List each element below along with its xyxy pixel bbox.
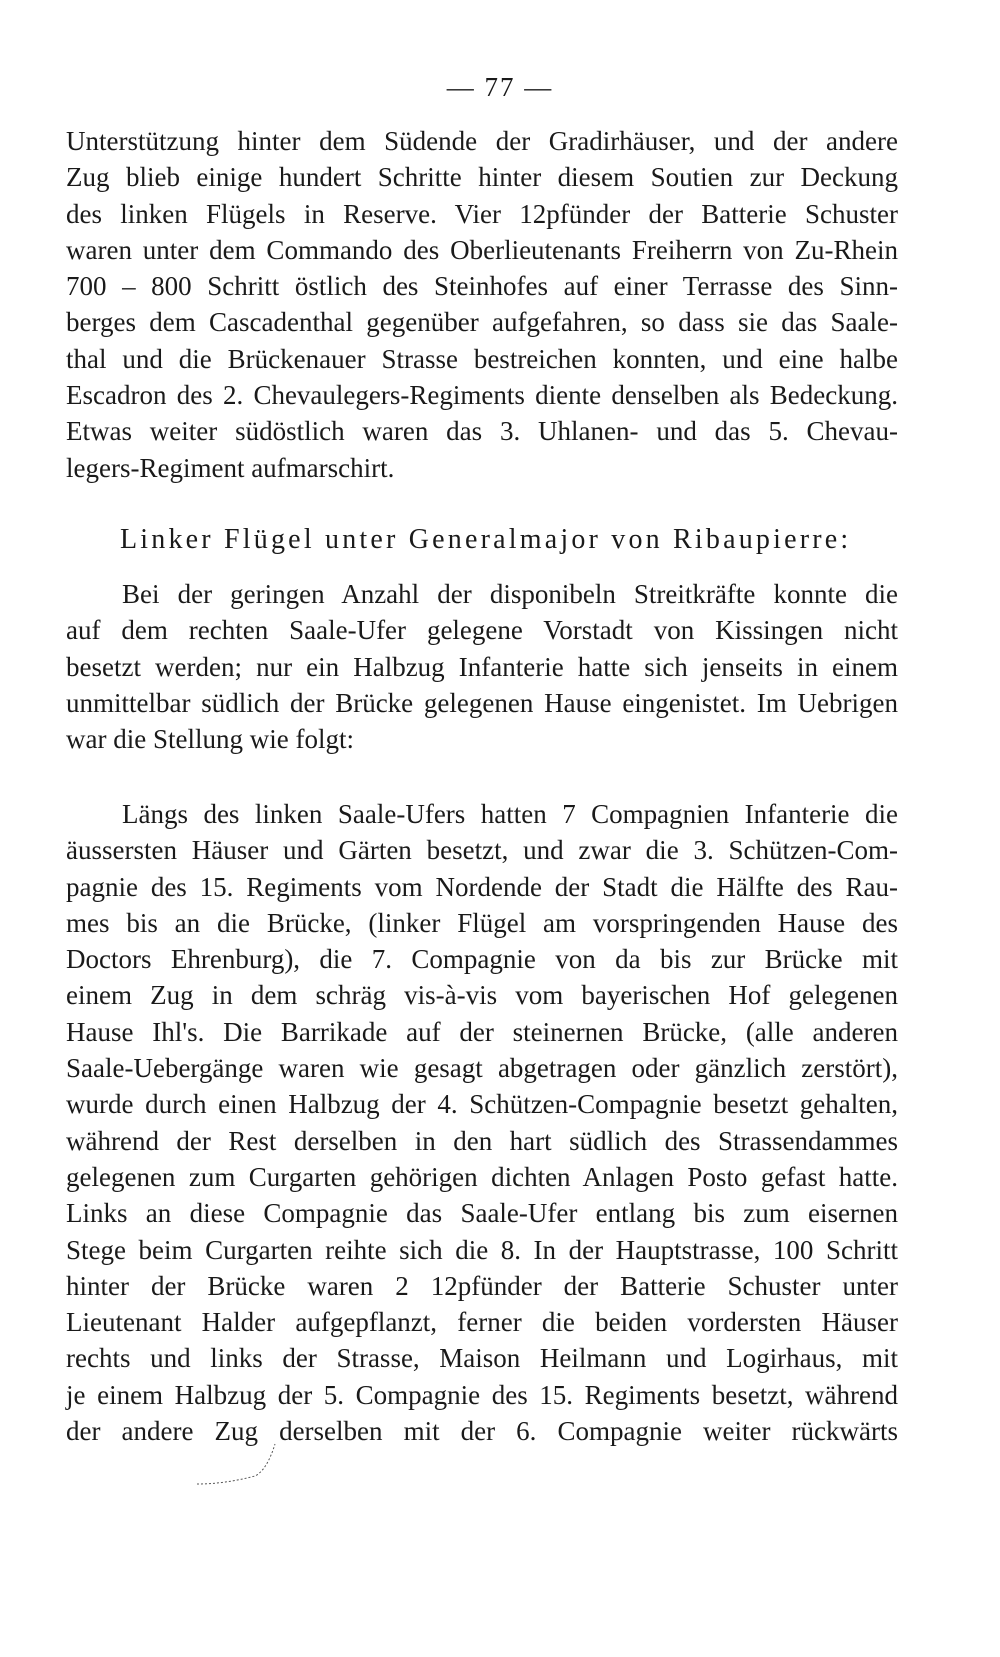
section-heading: Linker Flügel unter Generalmajor von Ribaupierre: <box>120 524 852 555</box>
text-line: auf dem rechten Saale-Ufer gelegene Vorstadt von Kissingen nicht <box>66 615 898 646</box>
text-line: wurde durch einen Halbzug der 4. Schützen-Compagnie besetzt gehalten, <box>66 1089 898 1120</box>
text-line: je einem Halbzug der 5. Compagnie des 15. Regiments besetzt, während <box>66 1379 898 1410</box>
text-line: legers-Regiment aufmarschirt. <box>66 452 395 483</box>
text-line: pagnie des 15. Regiments vom Nordende der Stadt die Hälfte des Rau- <box>66 871 898 902</box>
text-line: Längs des linken Saale-Ufers hatten 7 Compagnien Infanterie die <box>122 799 898 829</box>
text-line: Bei der geringen Anzahl der disponibeln Streitkräfte konnte die <box>122 579 898 609</box>
text-line: während der Rest derselben in den hart südlich des Strassendammes <box>66 1125 898 1156</box>
text-line: Stege beim Curgarten reihte sich die 8. In der Hauptstrasse, 100 Schritt <box>66 1234 898 1265</box>
paragraph-1 <box>66 123 898 486</box>
text-line: Lieutenant Halder aufgepflanzt, ferner die beiden vordersten Häuser <box>66 1307 898 1338</box>
text-line: Saale-Uebergänge waren wie gesagt abgetragen oder gänzlich zerstört), <box>66 1053 898 1084</box>
text-line: Doctors Ehrenburg), die 7. Compagnie von da bis zur Brücke mit <box>66 944 898 975</box>
paragraph-2 <box>66 576 898 757</box>
page-number: — 77 — <box>446 72 554 102</box>
text-line: der andere Zug derselben mit der 6. Compagnie weiter rückwärts <box>66 1416 898 1447</box>
text-line: mes bis an die Brücke, (linker Flügel am vorspringenden Hause des <box>66 907 898 938</box>
text-line: 700 – 800 Schritt östlich des Steinhofes auf einer Terrasse des Sinn- <box>66 271 898 302</box>
text-line: Zug blieb einige hundert Schritte hinter diesem Soutien zur Deckung <box>66 162 898 193</box>
text-line: Links an diese Compagnie das Saale-Ufer entlang bis zum eisernen <box>66 1198 898 1229</box>
text-line: einem Zug in dem schräg vis-à-vis vom bayerischen Hof gelegenen <box>66 980 898 1011</box>
text-line: Escadron des 2. Chevaulegers-Regiments diente denselben als Bedeckung. <box>66 380 898 411</box>
text-line: berges dem Cascadenthal gegenüber aufgefahren, so dass sie das Saale- <box>66 307 898 338</box>
text-line: unmittelbar südlich der Brücke gelegenen Hause eingenistet. Im Uebrigen <box>66 687 898 718</box>
text-line: thal und die Brückenauer Strasse bestreichen konnten, und eine halbe <box>66 343 898 374</box>
text-line: äussersten Häuser und Gärten besetzt, und zwar die 3. Schützen-Com- <box>66 835 898 866</box>
text-line: Etwas weiter südöstlich waren das 3. Uhlanen- und das 5. Chevau- <box>66 416 898 447</box>
text-line: war die Stellung wie folgt: <box>66 724 354 755</box>
text-line: Unterstützung hinter dem Südende der Gradirhäuser, und der andere <box>66 126 898 156</box>
text-line: rechts und links der Strasse, Maison Heilmann und Logirhaus, mit <box>66 1343 898 1374</box>
text-line: besetzt werden; nur ein Halbzug Infanterie hatte sich jenseits in einem <box>66 651 898 682</box>
text-line: des linken Flügels in Reserve. Vier 12pfünder der Batterie Schuster <box>66 198 898 229</box>
paragraph-3 <box>66 796 898 1449</box>
text-line: Hause Ihl's. Die Barrikade auf der steinernen Brücke, (alle anderen <box>66 1016 898 1047</box>
text-line: gelegenen zum Curgarten gehörigen dichten Anlagen Posto gefast hatte. <box>66 1161 898 1192</box>
text-line: hinter der Brücke waren 2 12pfünder der Batterie Schuster unter <box>66 1270 898 1301</box>
pencil-mark <box>195 1438 285 1488</box>
text-line: waren unter dem Commando des Oberlieutenants Freiherrn von Zu-Rhein <box>66 234 898 265</box>
